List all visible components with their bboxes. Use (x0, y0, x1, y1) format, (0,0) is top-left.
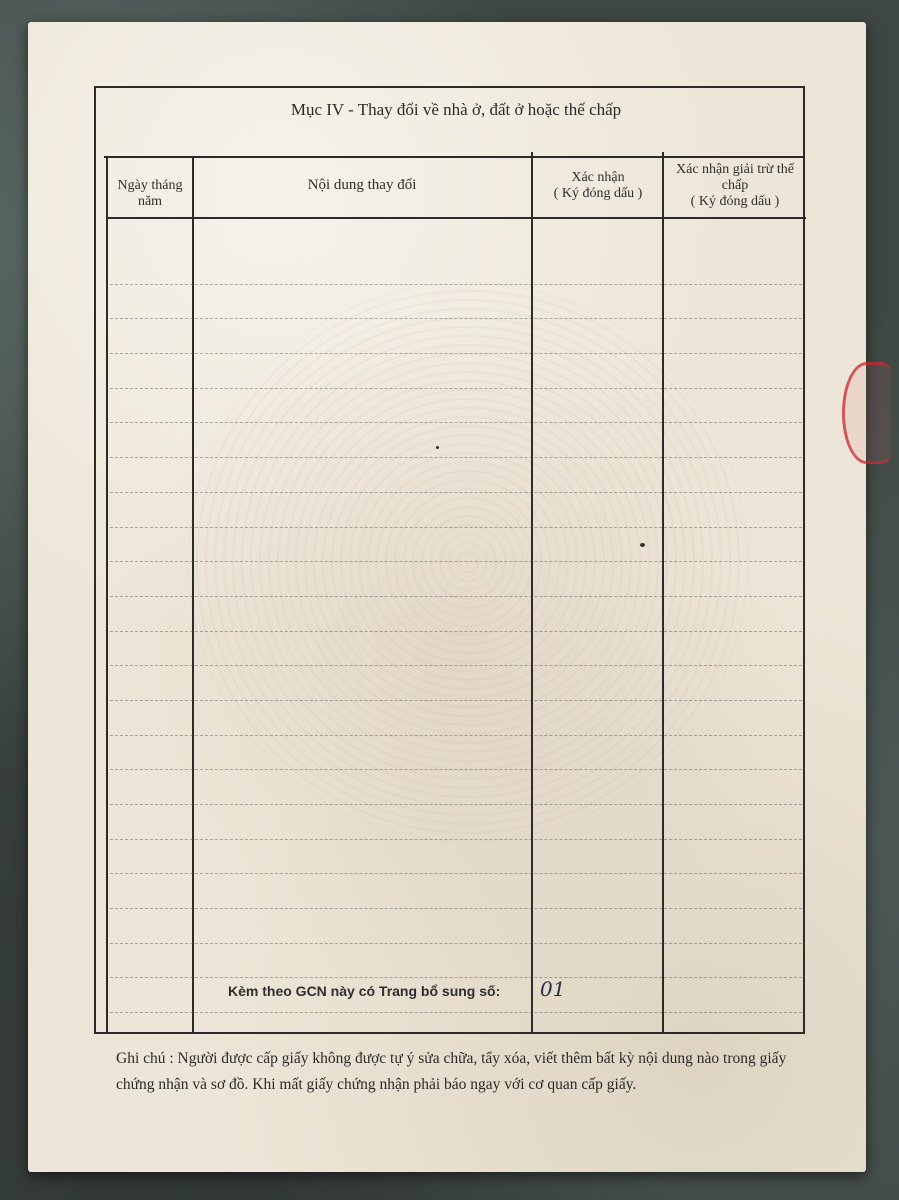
header-release-sub: ( Ký đóng dấu ) (690, 194, 780, 209)
table-row (110, 770, 802, 805)
table-row (110, 909, 802, 944)
table-row (110, 944, 802, 979)
table-left-border (106, 156, 108, 1032)
table-row (110, 493, 802, 528)
table-row (110, 528, 802, 563)
table-row (110, 632, 802, 667)
header-divider (106, 217, 806, 219)
table-row (110, 805, 802, 840)
header-confirm (534, 170, 662, 202)
red-seal-stamp (842, 362, 891, 464)
table-row (110, 458, 802, 493)
table-row (110, 874, 802, 909)
footer-note: Ghi chú : Người được cấp giấy không được tự ý sửa chữa, tẩy xóa, viết thêm bất kỳ nội dung nào trong giấy chứng nhận và sơ đồ. Khi mất giấy chứng nhận phải báo ngay với cơ quan cấp giấy. (116, 1050, 787, 1093)
table-row (110, 736, 802, 771)
table-row (110, 562, 802, 597)
table-row (110, 701, 802, 736)
ink-speck (436, 446, 439, 449)
header-confirm-sub: ( Ký đóng dấu ) (553, 186, 643, 201)
header-release (666, 162, 804, 210)
section-title: Mục IV - Thay đổi về nhà ở, đất ở hoặc thế chấp (290, 100, 622, 119)
table-row (110, 250, 802, 285)
table-row (110, 285, 802, 320)
attachment-label: Kèm theo GCN này có Trang bổ sung số: (228, 983, 501, 999)
table-row (110, 840, 802, 875)
table-row (110, 389, 802, 424)
header-confirm-title: Xác nhận (571, 170, 625, 185)
ink-speck (640, 543, 645, 547)
table-row (110, 319, 802, 354)
table-row (110, 597, 802, 632)
header-release-title: Xác nhận giải trừ thế chấp (676, 162, 794, 193)
header-content: Nội dung thay đổi (307, 177, 417, 193)
table-row (110, 354, 802, 389)
attachment-page-number: 01 (540, 977, 566, 1001)
title-divider (104, 156, 804, 158)
table-row (110, 666, 802, 701)
table-row (110, 423, 802, 458)
table-body (110, 250, 802, 1013)
header-date: Ngày tháng năm (117, 178, 183, 209)
